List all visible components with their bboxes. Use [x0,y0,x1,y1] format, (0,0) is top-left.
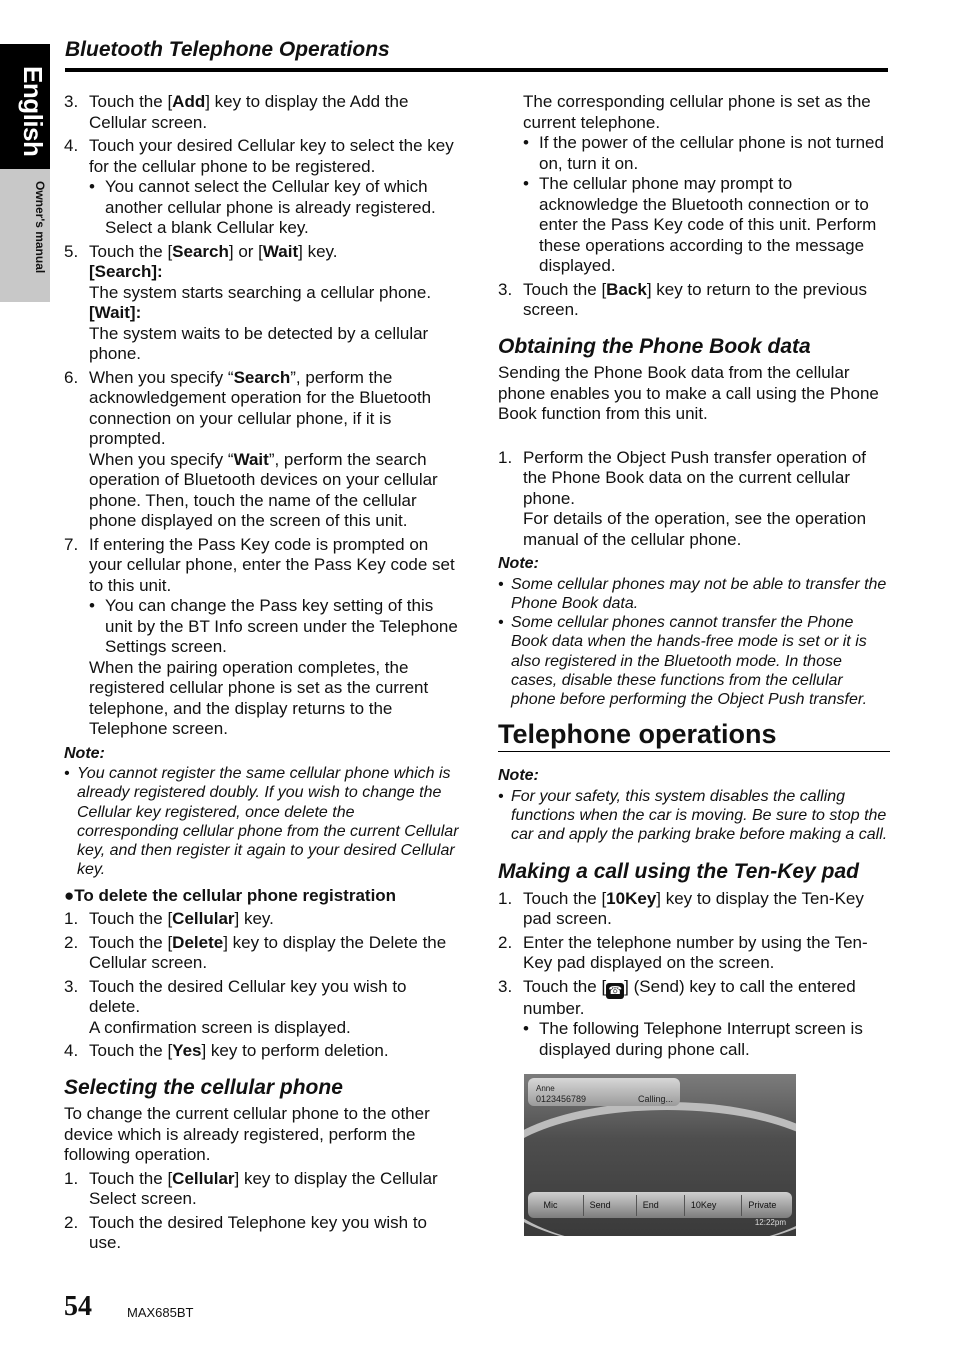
end-button[interactable]: End [636,1195,665,1216]
telephone-interrupt-screenshot [524,1074,796,1236]
delete-step-2: 2. Touch the [Delete] key to display the Delete the Cellular screen. [64,932,447,973]
phonebook-heading: Obtaining the Phone Book data [498,334,811,358]
telephone-operations-heading: Telephone operations [498,724,890,753]
manual-label: Owner's manual [33,181,47,274]
select-step-2: 2. Touch the desired Telephone key you wish to use. [64,1212,428,1253]
selecting-heading: Selecting the cellular phone [64,1075,343,1099]
header-rule [65,68,888,72]
delete-step-3: 3. Touch the desired Cellular key you wish to delete. A confirmation screen is displayed. [64,976,407,1037]
step-4: 4. Touch your desired Cellular key to select the key for the cellular phone to be registered. • You cannot select the Cellular key of which another cellular phone is already registered. Select a blank Cellular key. [64,136,459,239]
bullet: • You cannot select the Cellular key of which another cellular phone is already registered. Select a blank Cellular key. [89,177,436,237]
phonebook-step-1: 1. Perform the Object Push transfer operation of the Phone Book data on the current cellular phone. For details of the operation, see the operation manual of the cellular phone. [498,447,867,549]
phonebook-intro: Sending the Phone Book data from the cellular phone enables you to make a call using the Phone Book function from this unit. [498,363,879,423]
delete-step-1: 1. Touch the [Cellular] key. [64,909,274,929]
note-item: • Some cellular phones may not be able to transfer the Phone Book data. [498,575,887,612]
right-column: The corresponding cellular phone is set as the current telephone. • If the power of the cellular phone is not turned on, turn it on. • The cellular phone may prompt to acknowledge the Bluetooth connection or to enter the Pass Key code of this unit. Perform these operations according to the message displayed. 3. Touch the [Back] key to return to the previous screen. Obtaining the Phone Book data Sending the Phone Book data from the cellular phone enables you to make a call using the Phone Book function from this unit. 1. Perform the Object Push transfer operation of the Phone Book data on the current cellular phone. For details of the operation, see the operation manual of the cellular phone. Note: • Some cellular phones may not be able to transfer the Phone Book data. • Some cellular phones cannot transfer the Phone Book data when the hands-free mode is set or it is also registered in the Bluetooth mode. In those cases, disable these functions from the cellular phone before performing the Object Push transfer. Telephone operations Note: • For your safety, this system disables the calling functions when the car is moving. Be sure to stop the car and apply the parking brake before making a call. Making a call using the Ten-Key pad 1. Touch the [10Key] key to display the Ten-Key pad screen. 2. Enter the telephone number by using the Ten-Key pad displayed on the screen. 3. Touch the [ ☎ ] (Send) key to call the entered number. • The following Telephone Interrupt screen is displayed during phone call. Anne 0123456789 Calling... Mic Send End 10Key Private 12:22pm [498,92,890,1236]
caller-number: 0123456789 [536,1094,587,1105]
language-tab-black [0,44,50,169]
step-3-back: 3. Touch the [Back] key to return to the previous screen. [498,279,867,319]
step-5: 5. Touch the [Search] or [Wait] key. [Search]: The system starts searching a cellular phone. [Wait]: The system waits to be detected by a cellular phone. [64,241,432,363]
select-step-1: 1. Touch the [Cellular] key to display the Cellular Select screen. [64,1168,438,1209]
caller-name: Anne [536,1084,555,1094]
manual-tab-gray [0,169,50,302]
tenkey-step-3: 3. Touch the [ ☎ ] (Send) key to call the entered number. • The following Telephone Interrupt screen is displayed during phone call. [498,976,863,1059]
step-6: 6. When you specify “Search”, perform the acknowledgement operation for the Bluetooth connection on your cellular phone, if it is prompted. When you specify “Wait”, perform the search operation of Bluetooth devices on your cellular phone. Then, touch the name of the cellular phone displayed on the screen of this unit. [64,367,438,530]
delete-heading: ●To delete the cellular phone registration [64,885,397,905]
tenkey-button[interactable]: 10Key [684,1195,723,1216]
left-column [64,92,459,1254]
note-item: • You cannot register the same cellular phone which is already registered doubly. If you wish to change the Cellular key registered, once delete the corresponding cellular phone from the current Cellular key, and then register it again to your desired Cellular key. [64,765,459,879]
ten-key-heading: Making a call using the Ten-Key pad [498,860,859,884]
note-item: • Some cellular phones cannot transfer the Phone Book data when the hands-free mode is set or it is also registered in the Bluetooth mode. In those cases, disable these functions from the cellular phone before performing the Object Push transfer. [498,614,868,709]
delete-step-4: 4. Touch the [Yes] key to perform deletion. [64,1041,389,1061]
mic-button[interactable]: Mic [543,1200,558,1211]
step-7: 7. If entering the Pass Key code is prompted on your cellular phone, enter the Pass Key code set to this unit. • You can change the Pass key setting of this unit by the BT Info screen under the Telephone Settings screen. When the pairing operation completes, the registered cellular phone is set as the current telephone, and the display returns to the Telephone screen. [64,534,458,738]
call-status: Calling... [638,1094,674,1105]
note-item: • For your safety, this system disables the calling functions when the car is moving. Be sure to stop the car and apply the parking brake before making a call. [498,787,888,844]
tenkey-step-2: 2. Enter the telephone number by using the Ten-Key pad displayed on the screen. [498,932,868,973]
model-name: MAX685BT [127,1305,194,1320]
tenkey-step-1: 1. Touch the [10Key] key to display the Ten-Key pad screen. [498,888,864,929]
send-phone-icon: ☎ [606,983,624,999]
caller-panel [528,1078,680,1106]
section-title: Bluetooth Telephone Operations [65,38,390,61]
continued-text: The corresponding cellular phone is set as the current telephone. [523,92,871,132]
language-label: English [18,66,48,157]
call-button-bar [528,1192,792,1218]
page-number: 54 [64,1291,92,1322]
note-heading: Note: [64,744,105,762]
step-3: 3. Touch the [Add] key to display the Add the Cellular screen. [64,92,409,132]
clock: 12:22pm [754,1217,786,1227]
language-tab [0,44,50,302]
send-button[interactable]: Send [583,1195,617,1216]
selecting-intro: To change the current cellular phone to the other device which is already registered, perform the following operation. [64,1104,430,1165]
private-button[interactable]: Private [741,1195,782,1216]
